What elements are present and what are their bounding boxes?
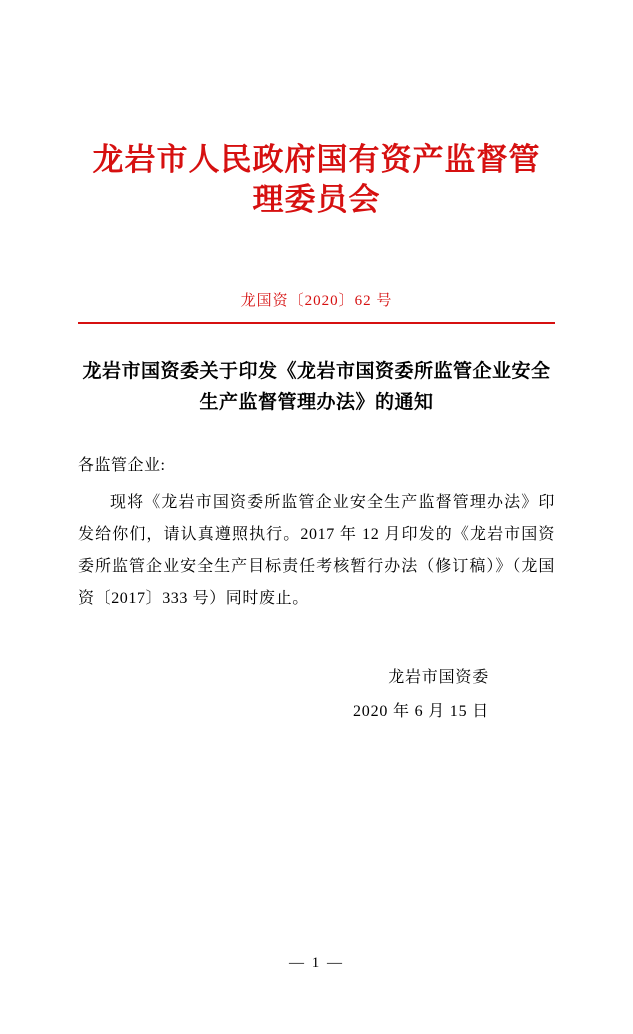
signature-date: 2020 年 6 月 15 日 bbox=[353, 702, 489, 720]
page-number: — 1 — bbox=[289, 955, 344, 971]
salutation: 各监管企业: bbox=[78, 457, 166, 475]
body-paragraph: 现将《龙岩市国资委所监管企业安全生产监督管理办法》印发给你们，请认真遵照执行。2017 年 12 月印发的《龙岩市国资委所监管企业安全生产目标责任考核暂行办法（修订稿）》（龙国资〔2017〕333 号）同时废止。 bbox=[78, 494, 555, 608]
red-divider-rule bbox=[78, 322, 555, 324]
signature-block bbox=[78, 661, 555, 728]
signer-name: 龙岩市国资委 bbox=[388, 669, 489, 687]
document-subject: 龙岩市国资委关于印发《龙岩市国资委所监管企业安全生产监督管理办法》的通知 bbox=[82, 360, 551, 413]
document-number: 龙国资〔2020〕62 号 bbox=[240, 292, 393, 309]
document-page bbox=[0, 140, 633, 1034]
issuer-title: 龙岩市人民政府国有资产监督管理委员会 bbox=[92, 142, 541, 218]
